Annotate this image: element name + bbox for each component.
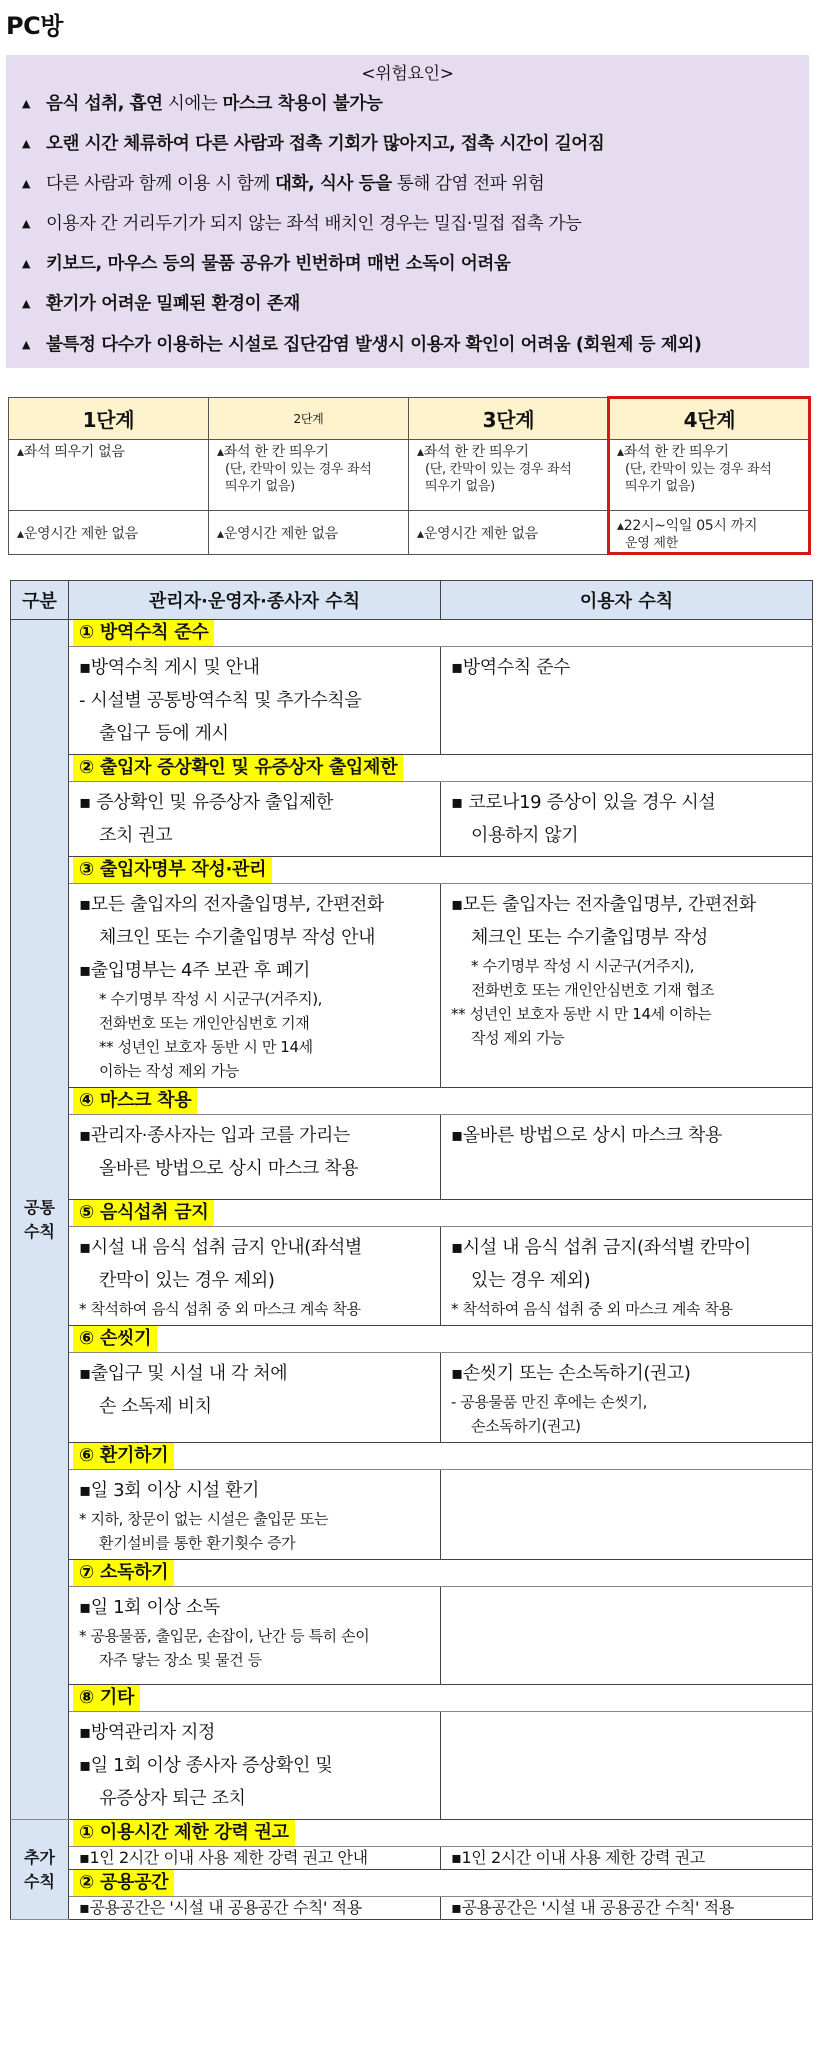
rule-section-title-row bbox=[11, 620, 813, 647]
rule-line: - 시설별 공통방역수칙 및 추가수칙을 bbox=[79, 690, 362, 711]
rule-line: ▪손씻기 또는 손소독하기(권고) bbox=[451, 1363, 691, 1384]
rule-line: 이용하지 않기 bbox=[471, 825, 579, 846]
rule-section-title-row bbox=[11, 1200, 813, 1227]
risk-item bbox=[22, 290, 300, 315]
rule-section-title: ⑦ 소독하기 bbox=[73, 1560, 174, 1586]
stage-cell-line: ▴좌석 한 칸 띄우기 bbox=[417, 444, 529, 460]
rule-line: 올바른 방법으로 상시 마스크 착용 bbox=[99, 1158, 359, 1179]
rule-content-row bbox=[11, 884, 813, 1088]
risk-item-text: 환기가 어려운 밀폐된 환경이 존재 bbox=[46, 294, 300, 314]
rule-line: ▪출입구 및 시설 내 각 처에 bbox=[79, 1363, 288, 1384]
manager-rule-cell bbox=[69, 647, 441, 755]
triangle-bullet-icon: ▲ bbox=[22, 338, 31, 351]
rule-line: ▪시설 내 음식 섭취 금지(좌석별 칸막이 bbox=[451, 1237, 751, 1258]
stage-cell-line: (단, 칸막이 있는 경우 좌석 bbox=[425, 462, 572, 477]
rule-section-title: ④ 마스크 착용 bbox=[73, 1088, 197, 1114]
rule-line: 체크인 또는 수기출입명부 작성 bbox=[471, 927, 708, 948]
user-rule-cell bbox=[441, 1897, 813, 1920]
rule-line: 손 소독제 비치 bbox=[99, 1396, 212, 1417]
rule-line: ▪공용공간은 '시설 내 공용공간 수칙' 적용 bbox=[79, 1898, 362, 1917]
rule-line: ▪1인 2시간 이내 사용 제한 강력 권고 bbox=[451, 1848, 705, 1867]
manager-rule-cell bbox=[69, 1587, 441, 1685]
risk-item bbox=[22, 250, 510, 275]
manager-rule-cell bbox=[69, 782, 441, 857]
stage-cell-line: ▴좌석 한 칸 띄우기 bbox=[617, 444, 729, 460]
stage-1-hours-cell bbox=[9, 511, 209, 555]
stage-3-hours-cell bbox=[409, 511, 609, 555]
risk-item bbox=[22, 210, 581, 235]
user-rule-cell bbox=[441, 884, 813, 1088]
user-rule-cell bbox=[441, 782, 813, 857]
rule-content-row bbox=[11, 1587, 813, 1685]
rule-line: 전화번호 또는 개인안심번호 기재 협조 bbox=[471, 981, 714, 999]
rule-line: ▪ 증상확인 및 유증상자 출입제한 bbox=[79, 792, 333, 813]
manager-rule-cell bbox=[69, 1712, 441, 1820]
rule-content-row bbox=[11, 782, 813, 857]
manager-rule-cell bbox=[69, 1115, 441, 1200]
stage-3-header: 3단계 bbox=[409, 398, 609, 440]
rule-content-row bbox=[11, 1897, 813, 1920]
rules-header-row bbox=[11, 581, 813, 620]
rule-line: ▪1인 2시간 이내 사용 제한 강력 권고 안내 bbox=[79, 1848, 368, 1867]
user-rule-cell bbox=[441, 1470, 813, 1560]
user-column-header: 이용자 수칙 bbox=[441, 581, 813, 620]
rule-line: ▪모든 출입자의 전자출입명부, 간편전화 bbox=[79, 894, 384, 915]
user-rule-cell bbox=[441, 1227, 813, 1326]
rule-section-title: ⑧ 기타 bbox=[73, 1685, 140, 1711]
risk-item-text: 오랜 시간 체류하여 다른 사람과 접촉 기회가 많아지고, 접촉 시간이 길어짐 bbox=[46, 134, 605, 154]
stage-cell-line: 띄우기 없음) bbox=[425, 479, 495, 494]
triangle-bullet-icon: ▲ bbox=[22, 257, 31, 270]
common-rules-category: 공통 수칙 bbox=[11, 620, 69, 1820]
rule-line: 유증상자 퇴근 조치 bbox=[99, 1788, 246, 1809]
rule-section-title-row bbox=[11, 1870, 813, 1897]
stage-cell-line: ▴22시~익일 05시 까지 bbox=[617, 517, 758, 534]
rule-line: 이하는 작성 제외 가능 bbox=[99, 1062, 239, 1080]
rule-line: * 수기명부 작성 시 시군구(거주지), bbox=[99, 990, 323, 1008]
rule-line: ▪관리자·종사자는 입과 코를 가리는 bbox=[79, 1125, 350, 1146]
rule-line: ▪방역관리자 지정 bbox=[79, 1722, 216, 1743]
rule-content-row bbox=[11, 1353, 813, 1443]
risk-item-text: 통해 감염 전파 위험 bbox=[391, 174, 545, 194]
stage-cell-line: ▴운영시간 제한 없음 bbox=[17, 526, 138, 542]
rule-line: 체크인 또는 수기출입명부 작성 안내 bbox=[99, 927, 376, 948]
rule-line: 있는 경우 제외) bbox=[471, 1270, 591, 1291]
rule-line: ▪일 3회 이상 시설 환기 bbox=[79, 1480, 260, 1501]
user-rule-cell bbox=[441, 647, 813, 755]
risk-item bbox=[22, 170, 544, 195]
rule-line: * 착석하여 음식 섭취 중 외 마스크 계속 착용 bbox=[451, 1300, 733, 1318]
triangle-bullet-icon: ▲ bbox=[22, 97, 31, 110]
stage-cell-line: ▴운영시간 제한 없음 bbox=[417, 526, 538, 542]
rule-content-row bbox=[11, 1847, 813, 1870]
rule-section-title-row bbox=[11, 1443, 813, 1470]
rules-table bbox=[10, 580, 813, 1920]
rule-line: ▪ 코로나19 증상이 있을 경우 시설 bbox=[451, 792, 716, 813]
manager-rule-cell bbox=[69, 1897, 441, 1920]
stage-cell-line: 띄우기 없음) bbox=[225, 479, 295, 494]
stage-cell-line: ▴좌석 띄우기 없음 bbox=[17, 444, 125, 460]
rule-line: - 공용물품 만진 후에는 손씻기, bbox=[451, 1393, 647, 1411]
stage-cell-line: (단, 칸막이 있는 경우 좌석 bbox=[625, 462, 772, 477]
rule-section-title-row bbox=[11, 1820, 813, 1847]
rule-section-title-row bbox=[11, 1560, 813, 1587]
rule-section-title-row bbox=[11, 1685, 813, 1712]
stage-3-seat-cell bbox=[409, 440, 609, 511]
rule-line: ▪일 1회 이상 종사자 증상확인 및 bbox=[79, 1755, 333, 1776]
risk-heading: <위험요인> bbox=[361, 64, 454, 84]
manager-column-header: 관리자·운영자·종사자 수칙 bbox=[69, 581, 441, 620]
risk-item-text: 이용자 간 거리두기가 되지 않는 좌석 배치인 경우는 밀집·밀접 접촉 가능 bbox=[46, 214, 582, 234]
rule-line: 환기설비를 통한 환기횟수 증가 bbox=[99, 1534, 296, 1552]
rule-line: ▪올바른 방법으로 상시 마스크 착용 bbox=[451, 1125, 722, 1146]
rule-line: ▪방역수칙 게시 및 안내 bbox=[79, 657, 260, 678]
triangle-bullet-icon: ▲ bbox=[22, 137, 31, 150]
risk-item-text: 음식 섭취, 흡연 bbox=[46, 94, 163, 114]
manager-rule-cell bbox=[69, 1470, 441, 1560]
hours-row bbox=[9, 511, 811, 555]
stage-2-seat-cell bbox=[209, 440, 409, 511]
user-rule-cell bbox=[441, 1353, 813, 1443]
stage-4-seat-cell bbox=[609, 440, 811, 511]
rule-line: 조치 권고 bbox=[99, 825, 173, 846]
triangle-bullet-icon: ▲ bbox=[22, 177, 31, 190]
manager-rule-cell bbox=[69, 1847, 441, 1870]
rule-line: ** 성년인 보호자 동반 시 만 14세 bbox=[99, 1038, 313, 1056]
risk-item-text: 마스크 착용이 불가능 bbox=[222, 94, 383, 114]
rule-content-row bbox=[11, 647, 813, 755]
rule-line: 자주 닿는 장소 및 물건 등 bbox=[99, 1651, 262, 1669]
rule-line: * 공용물품, 출입문, 손잡이, 난간 등 특히 손이 bbox=[79, 1627, 370, 1645]
user-rule-cell bbox=[441, 1587, 813, 1685]
page-title: PC방 bbox=[6, 12, 63, 40]
stage-2-header: 2단계 bbox=[209, 398, 409, 440]
rule-line: * 지하, 창문이 없는 시설은 출입문 또는 bbox=[79, 1510, 329, 1528]
seat-row bbox=[9, 440, 811, 511]
risk-item-text: 대화, 식사 등을 bbox=[275, 174, 392, 194]
stage-cell-line: (단, 칸막이 있는 경우 좌석 bbox=[225, 462, 372, 477]
rule-line: ▪방역수칙 준수 bbox=[451, 657, 571, 678]
stage-cell-line: ▴운영시간 제한 없음 bbox=[217, 526, 338, 542]
manager-rule-cell bbox=[69, 1353, 441, 1443]
rule-section-title-row bbox=[11, 1088, 813, 1115]
risk-item bbox=[22, 331, 702, 356]
rule-section-title: ⑤ 음식섭취 금지 bbox=[73, 1200, 214, 1226]
manager-rule-cell bbox=[69, 1227, 441, 1326]
stage-4-hours-cell bbox=[609, 511, 811, 555]
stage-table bbox=[8, 397, 811, 555]
risk-item-text: 키보드, 마우스 등의 물품 공유가 빈번하며 매번 소독이 어려움 bbox=[46, 254, 511, 274]
stage-1-header: 1단계 bbox=[9, 398, 209, 440]
rule-line: ▪출입명부는 4주 보관 후 폐기 bbox=[79, 960, 311, 981]
rule-content-row bbox=[11, 1470, 813, 1560]
risk-item-text: 시에는 bbox=[162, 94, 223, 114]
rule-line: 출입구 등에 게시 bbox=[99, 723, 229, 744]
rule-section-title: ③ 출입자명부 작성·관리 bbox=[73, 857, 272, 883]
risk-item-text: 다른 사람과 함께 이용 시 함께 bbox=[46, 174, 276, 194]
triangle-bullet-icon: ▲ bbox=[22, 217, 31, 230]
risk-item bbox=[22, 90, 382, 115]
rule-line: ▪공용공간은 '시설 내 공용공간 수칙' 적용 bbox=[451, 1898, 734, 1917]
stage-header-row bbox=[9, 398, 811, 440]
extra-rules-category: 추가 수칙 bbox=[11, 1820, 69, 1920]
user-rule-cell bbox=[441, 1712, 813, 1820]
stage-cell-line: ▴좌석 한 칸 띄우기 bbox=[217, 444, 329, 460]
manager-rule-cell bbox=[69, 884, 441, 1088]
rule-line: ▪일 1회 이상 소독 bbox=[79, 1597, 220, 1618]
rule-section-title: ⑥ 손씻기 bbox=[73, 1326, 157, 1352]
risk-item-text: 불특정 다수가 이용하는 시설로 집단감염 발생시 이용자 확인이 어려움 (회원제 등 제외) bbox=[46, 335, 702, 355]
rule-content-row bbox=[11, 1115, 813, 1200]
user-rule-cell bbox=[441, 1115, 813, 1200]
rule-content-row bbox=[11, 1712, 813, 1820]
rule-line: 손소독하기(권고) bbox=[471, 1417, 581, 1435]
rule-section-title: ② 출입자 증상확인 및 유증상자 출입제한 bbox=[73, 755, 403, 781]
stage-2-hours-cell bbox=[209, 511, 409, 555]
rule-line: ▪모든 출입자는 전자출입명부, 간편전화 bbox=[451, 894, 756, 915]
stage-cell-line: 운영 제한 bbox=[625, 535, 678, 551]
triangle-bullet-icon: ▲ bbox=[22, 297, 31, 310]
rule-section-title-row bbox=[11, 1326, 813, 1353]
rule-section-title-row bbox=[11, 755, 813, 782]
rule-line: * 착석하여 음식 섭취 중 외 마스크 계속 착용 bbox=[79, 1300, 361, 1318]
stage-1-seat-cell bbox=[9, 440, 209, 511]
risk-factors-box bbox=[6, 55, 809, 368]
rule-line: ▪시설 내 음식 섭취 금지 안내(좌석별 bbox=[79, 1237, 362, 1258]
stage-4-header: 4단계 bbox=[609, 398, 811, 440]
rule-line: 칸막이 있는 경우 제외) bbox=[99, 1270, 275, 1291]
stage-cell-line: 띄우기 없음) bbox=[625, 479, 695, 494]
rule-line: ** 성년인 보호자 동반 시 만 14세 이하는 bbox=[451, 1005, 712, 1023]
rule-section-title: ① 방역수칙 준수 bbox=[73, 620, 214, 646]
rule-section-title: ⑥ 환기하기 bbox=[73, 1443, 174, 1469]
user-rule-cell bbox=[441, 1847, 813, 1870]
rule-line: 전화번호 또는 개인안심번호 기재 bbox=[99, 1014, 310, 1032]
category-column-header: 구분 bbox=[11, 581, 69, 620]
rule-section-title: ① 이용시간 제한 강력 권고 bbox=[73, 1820, 295, 1846]
rule-section-title-row bbox=[11, 857, 813, 884]
rule-line: * 수기명부 작성 시 시군구(거주지), bbox=[471, 957, 695, 975]
rule-content-row bbox=[11, 1227, 813, 1326]
rule-section-title: ② 공용공간 bbox=[73, 1870, 174, 1896]
risk-item bbox=[22, 130, 604, 155]
rule-line: 작성 제외 가능 bbox=[471, 1029, 565, 1047]
